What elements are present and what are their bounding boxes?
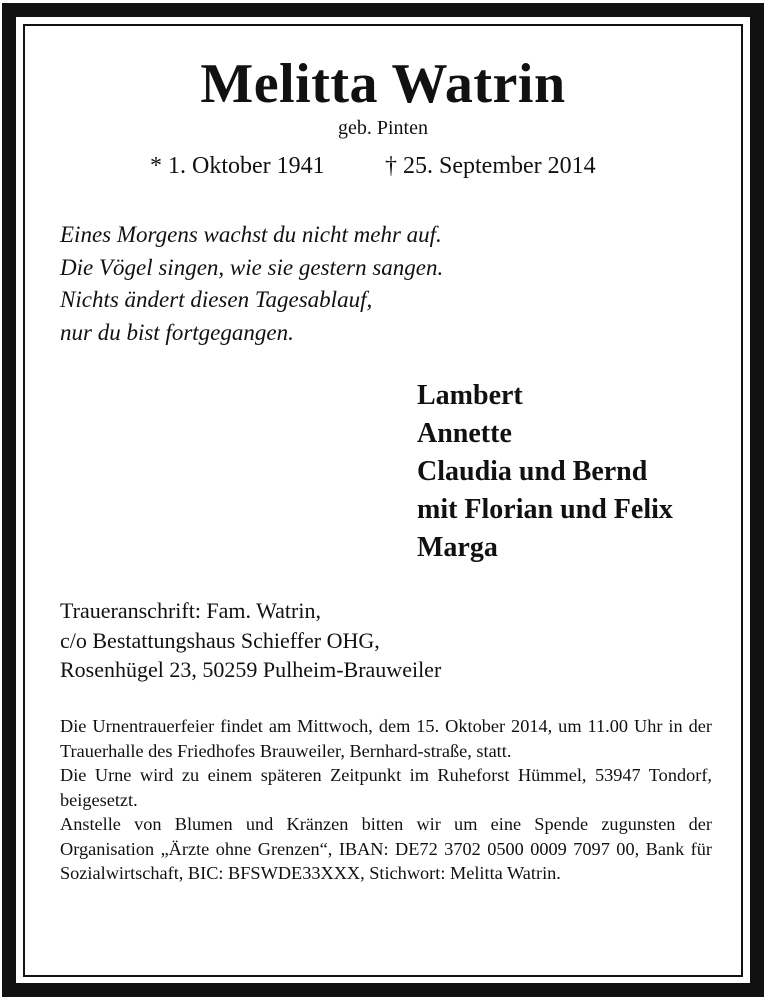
poem-line: Eines Morgens wachst du nicht mehr auf. [60,222,442,247]
birth-date: * 1. Oktober 1941 [150,153,325,179]
deceased-name: Melitta Watrin [200,53,566,115]
poem-line: nur du bist fortgegangen. [60,319,294,345]
mourner-name: Claudia und Bernd [417,456,648,487]
address-line: c/o Bestattungshaus Schieffer OHG, [60,627,380,653]
address-line: Rosenhügel 23, 50259 Pulheim-Brauweiler [60,657,442,682]
death-date: † 25. September 2014 [385,153,596,179]
mourner-name: Annette [417,418,512,449]
mourners-list [417,377,673,567]
poem [60,219,443,349]
ceremony-paragraph: Die Urnentrauerfeier findet am Mittwoch, dem 15. Oktober 2014, um 11.00 Uhr in der Trauerhalle des Friedhofes Brauweiler, Bernhard-straße, statt. [60,716,712,761]
donation-paragraph: Anstelle von Blumen und Kränzen bitten wir um eine Spende zugunsten der Organisation „Ärzte ohne Grenzen“, IBAN: DE72 3702 0500 0009 7097 00, Bank für Sozialwirtschaft, BIC: BFSWDE33XXX, Stichwort: Melitta Watrin. [60,814,712,883]
mourner-name: Lambert [417,380,523,411]
birth-name: geb. Pinten [338,117,428,139]
burial-paragraph: Die Urne wird zu einem späteren Zeitpunkt im Ruheforst Hümmel, 53947 Tondorf, beigesetzt. [60,765,712,810]
funeral-details [60,714,712,886]
mourning-address [60,596,441,685]
mourner-name: mit Florian und Felix [417,494,673,525]
address-line: Traueranschrift: Fam. Watrin, [60,598,321,623]
poem-line: Die Vögel singen, wie sie gestern sangen. [60,254,444,280]
mourner-name: Marga [417,532,498,563]
poem-line: Nichts ändert diesen Tagesablauf, [60,287,373,312]
